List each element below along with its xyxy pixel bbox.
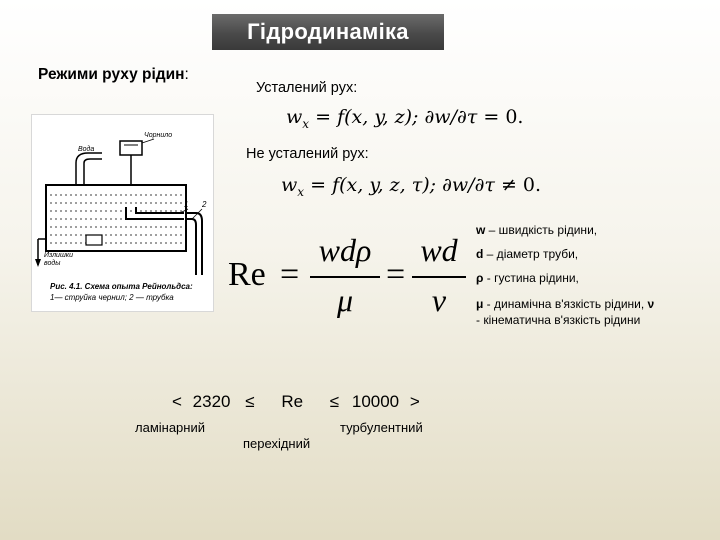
regime-lower-bound: 2320 [192, 392, 231, 411]
legend-sym: μ [476, 297, 484, 311]
section-subtitle [38, 66, 189, 84]
re-num-1: wdρ [318, 232, 372, 268]
label-2: 2 [202, 200, 207, 209]
regime-re: Re [281, 392, 304, 411]
regime-turbulent: турбулентний [340, 420, 423, 435]
steady-flow-formula [286, 106, 523, 131]
label-water: Вода [78, 146, 95, 153]
subtitle-colon: : [184, 66, 189, 83]
legend-text-kinematic: - кінематична в'язкість рідини [476, 313, 641, 327]
legend-text: - густина рідини, [483, 271, 579, 285]
legend-sym: w [476, 223, 486, 237]
caption-line-1: Рис. 4.1. Схема опыта Рейнольдса: [50, 282, 193, 291]
legend-item-diameter [476, 246, 708, 262]
re-fraction-bar-2 [412, 276, 466, 278]
reynolds-number-equation [228, 232, 468, 332]
flow-regime-range [172, 392, 420, 412]
steady-eq: = [315, 106, 332, 128]
legend-item-density [476, 270, 708, 286]
reynolds-experiment-figure [31, 114, 214, 312]
legend-text: - динамічна в'язкість рідини, [483, 297, 648, 311]
steady-tail: = 0. [483, 106, 524, 128]
label-drain-1: Излишки [44, 252, 73, 259]
legend-sym-nu: ν [647, 297, 655, 311]
re-eq-2: = [386, 256, 406, 293]
unsteady-flow-label: Не усталений рух: [246, 146, 369, 162]
regime-le-2: ≤ [329, 392, 340, 411]
unsteady-w-sub: x [297, 184, 305, 199]
page-title: Гідродинаміка [247, 19, 409, 44]
steady-args: (x, y, z); [344, 106, 419, 128]
regime-lt: < [172, 392, 182, 411]
regime-upper-bound: 10000 [351, 392, 400, 411]
label-ink: Чорнило [144, 132, 173, 139]
re-den-2: ν [431, 282, 447, 318]
unsteady-f: f [332, 174, 340, 196]
regime-laminar: ламінарний [135, 420, 205, 435]
title-bar [212, 14, 444, 50]
subtitle-text: Режими руху рідин [38, 66, 185, 83]
re-fraction-bar-1 [310, 276, 380, 278]
steady-f: f [337, 106, 345, 128]
legend-sym: ρ [476, 271, 484, 285]
legend-sym: d [476, 247, 484, 261]
legend-item-viscosity [476, 296, 708, 328]
steady-flow-label: Усталений рух: [256, 80, 358, 96]
unsteady-args: (x, y, z, τ); [339, 174, 437, 196]
re-symbol: Re [228, 256, 266, 293]
label-1: 1 [184, 200, 189, 209]
regime-gt: > [409, 392, 420, 411]
re-num-2: wd [420, 232, 458, 268]
steady-deriv: ∂w/∂τ [424, 106, 478, 128]
steady-w-sub: x [302, 116, 310, 131]
re-den-1: μ [336, 282, 354, 318]
figure-caption [50, 281, 210, 303]
unsteady-w: w [281, 174, 298, 196]
legend-text: – діаметр труби, [483, 247, 579, 261]
re-eq-1: = [280, 256, 300, 293]
legend-text: – швидкість рідини, [485, 223, 598, 237]
unsteady-flow-formula [281, 174, 541, 199]
regime-le-1: ≤ [245, 392, 255, 411]
legend-item-velocity [476, 222, 708, 238]
steady-w: w [286, 106, 303, 128]
unsteady-eq: = [310, 174, 327, 196]
regime-transitional: перехідний [243, 436, 311, 451]
unsteady-tail: ≠ 0. [500, 174, 542, 196]
label-drain-2: воды [44, 260, 61, 267]
unsteady-deriv: ∂w/∂τ [442, 174, 495, 196]
caption-line-2: 1— струйка чернил; 2 — трубка [50, 293, 174, 302]
